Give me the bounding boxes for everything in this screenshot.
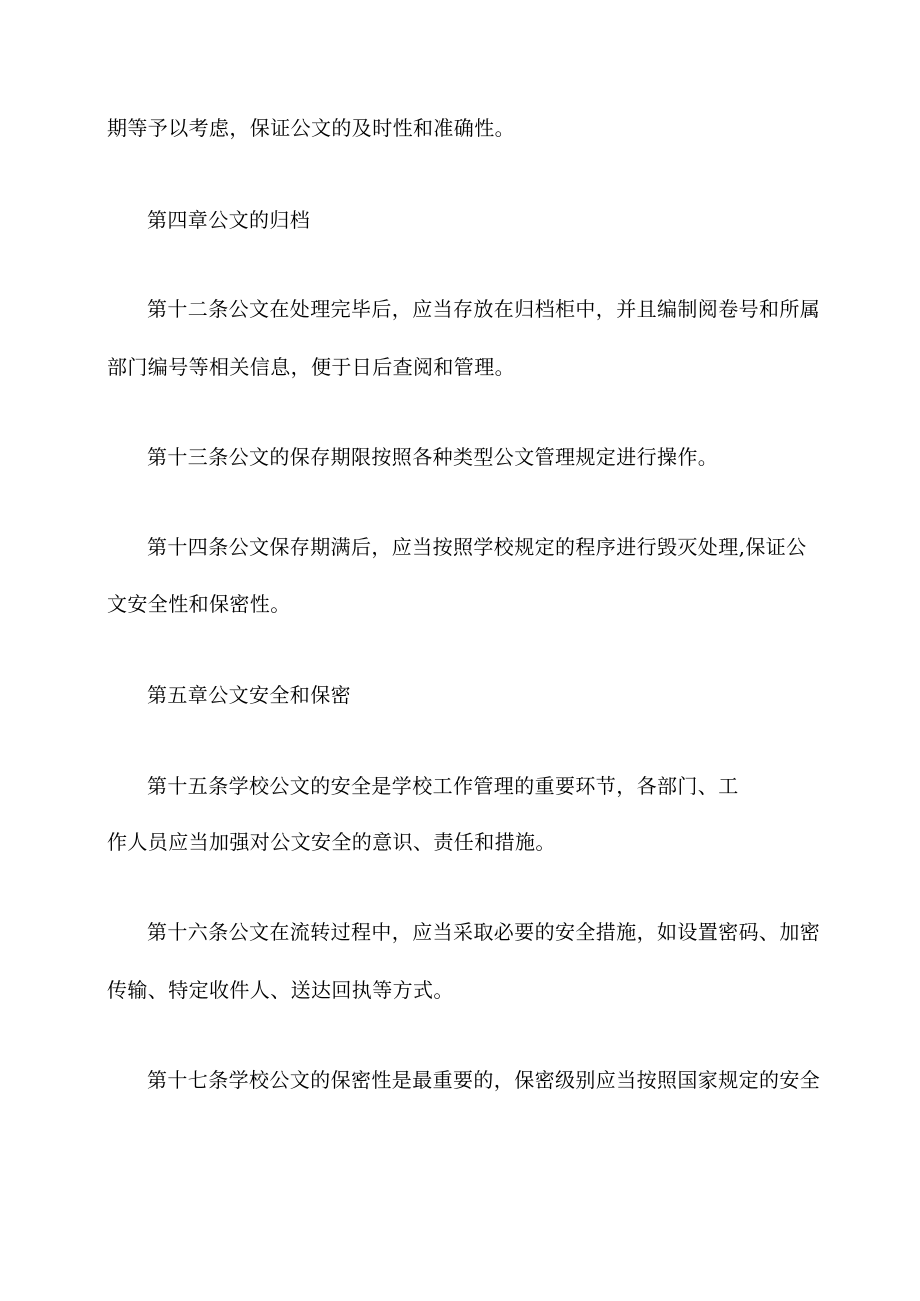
paragraph-line: 第十五条学校公文的安全是学校工作管理的重要环节，各部门、工 — [147, 774, 739, 798]
paragraph-line: 第十七条学校公文的保密性是最重要的，保密级别应当按照国家规定的安全 — [147, 1068, 821, 1092]
paragraph-line: 第十二条公文在处理完毕后，应当存放在归档柜中，并且编制阅卷号和所属 — [147, 297, 821, 321]
paragraph-line: 期等予以考虑，保证公文的及时性和准确性。 — [107, 116, 515, 140]
chapter-heading-4: 第四章公文的归档 — [147, 208, 311, 232]
paragraph-line: 文安全性和保密性。 — [107, 592, 291, 616]
paragraph-line: 作人员应当加强对公文安全的意识、责任和措施。 — [107, 830, 556, 854]
chapter-heading-5: 第五章公文安全和保密 — [147, 683, 351, 707]
paragraph-line: 第十四条公文保存期满后，应当按照学校规定的程序进行毁灭处理,保证公 — [147, 535, 807, 559]
paragraph-line: 传输、特定收件人、送达回执等方式。 — [107, 978, 454, 1002]
paragraph-line: 第十三条公文的保存期限按照各种类型公文管理规定进行操作。 — [147, 445, 719, 469]
paragraph-line: 第十六条公文在流转过程中，应当采取必要的安全措施，如设置密码、加密 — [147, 920, 821, 944]
paragraph-line: 部门编号等相关信息，便于日后查阅和管理。 — [107, 355, 515, 379]
